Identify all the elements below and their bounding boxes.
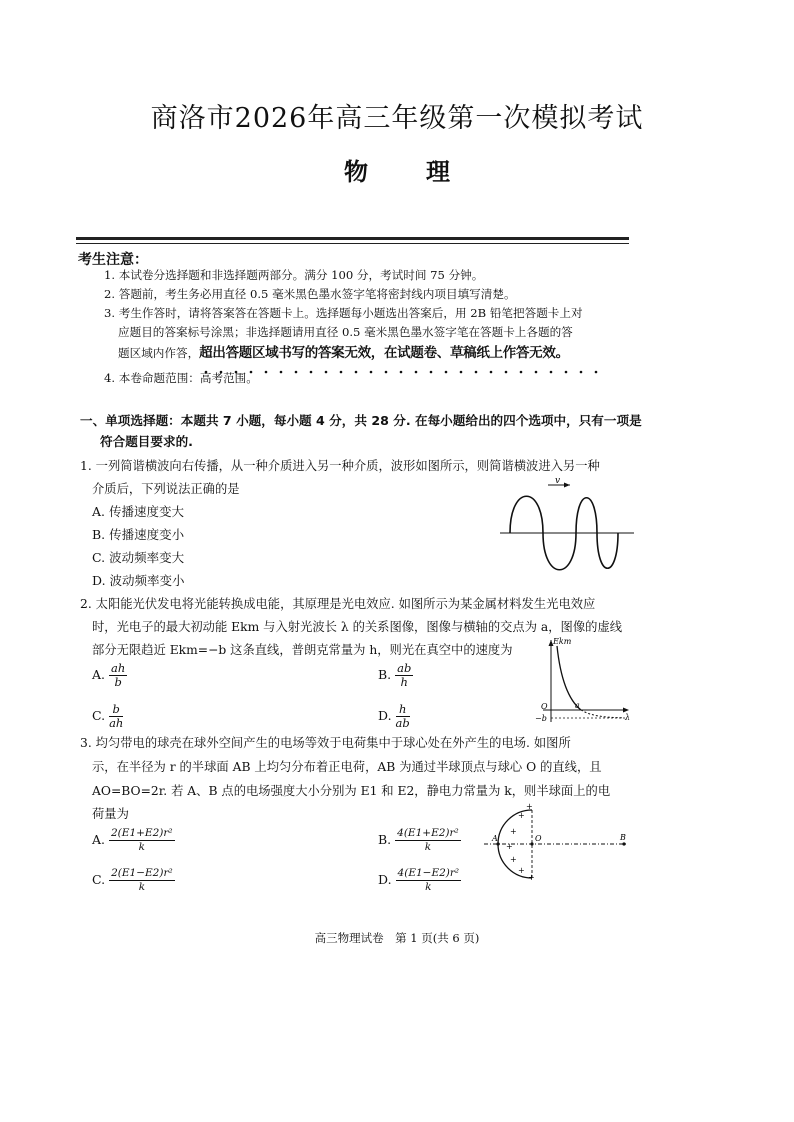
q2-option-c-num: b [109,703,123,717]
q2-stem-line-1: 2. 太阳能光伏发电将光能转换成电能，其原理是光电效应. 如图所示为某金属材料发生光电效应 [80,597,596,611]
q3-option-c-den: k [138,881,146,893]
emphasis-dot [430,371,433,374]
point-b [622,842,625,845]
emphasis-dot [505,371,508,374]
q3-hemisphere-figure [482,800,632,880]
q3-option-b-den: k [424,841,432,853]
notice-emphasis: 超出答题区域书写的答案无效，在试题卷、草稿纸上作答无效。 [199,345,569,361]
q2-stem-line-3: 部分无限趋近 Ekm=−b 这条直线，普朗克常量为 h，则光在真空中的速度为 [92,643,513,657]
q3-option-c-fraction [109,867,175,894]
emphasis-dot [580,371,583,374]
q2-option-b [378,662,413,689]
x-axis-label: λ [625,713,631,722]
q1-stem-line-2: 介质后，下列说法正确的是 [92,482,240,496]
emphasis-dot [490,371,493,374]
q2-option-d-num: h [396,703,410,717]
q1-wave-figure [500,474,634,574]
q2-option-b-letter: B. [378,667,392,682]
emphasis-dot [460,371,463,374]
label-o: O [535,834,542,843]
q3-option-b-num: 4(E1+E2)r² [397,827,459,839]
exam-title: 商洛市2026年高三年级第一次模拟考试 [150,103,644,134]
emphasis-dot [295,371,298,374]
q3-option-c [92,867,175,894]
section-heading [80,410,642,452]
label-b: B [620,833,626,842]
section-heading-line-2: 符合题目要求的. [100,434,193,449]
velocity-arrow-head [564,483,570,488]
q3-option-a-num: 2(E1+E2)r² [111,827,173,839]
q3-option-d-fraction [396,867,462,894]
q3-option-b-fraction [395,827,461,854]
q2-option-c [92,703,123,730]
q3-option-d-letter: D. [378,872,392,887]
q2-option-b-den: h [400,675,408,689]
q3-stem-line-3: AO=BO=2r. 若 A、B 点的电场强度大小分别为 E1 和 E2，静电力常量为 k，则半球面上的电 [92,784,611,798]
q2-option-d [378,703,410,730]
header-rule-thick [76,237,629,240]
q3-option-c-num: 2(E1−E2)r² [111,867,173,879]
q2-option-a-fraction [109,662,127,689]
x-axis-arrow [623,708,629,713]
notice-line-3b: 应题目的答案标号涂黑；非选择题请用直径 0.5 毫米黑色墨水签字笔在答题卡上各题的答 [118,325,573,339]
emphasis-dot [355,371,358,374]
emphasis-dot [550,371,553,374]
q2-option-b-num: ab [397,661,412,675]
a-label: a [575,701,580,710]
subject-title: 物理 [344,158,508,186]
y-axis-label: Ekm [553,637,572,646]
q3-option-d-den: k [425,881,432,893]
emphasis-dot [415,371,418,374]
emphasis-dot [520,371,523,374]
q2-stem-line-2: 时，光电子的最大初动能 Ekm 与入射光波长 λ 的关系图像，图像与横轴的交点为 a，图像的虚线 [92,620,623,634]
q2-option-c-letter: C. [92,708,106,723]
emphasis-dot-row [205,371,598,374]
charge-plus-7: + [528,873,535,880]
q3-stem-line-1: 3. 均匀带电的球壳在球外空间产生的电场等效于电荷集中于球心处在外产生的电场. 如图所 [80,736,571,750]
q1-option-d: D. 波动频率变小 [92,573,185,588]
q3-option-d-num: 4(E1−E2)r² [397,867,460,879]
q2-option-d-letter: D. [378,708,392,723]
q1-option-c: C. 波动频率变大 [92,550,185,565]
q2-option-a-den: b [114,675,122,689]
notice-line-2: 2. 答题前，考生务必用直径 0.5 毫米黑色墨水签字笔将密封线内项目填写清楚。 [104,287,516,301]
emphasis-dot [310,371,313,374]
neg-b-label: −b [535,714,547,723]
origin-label: O [541,702,548,711]
q2-ekm-graph [533,634,633,726]
q3-option-a-fraction [109,827,175,854]
emphasis-dot [340,371,343,374]
emphasis-dot [385,371,388,374]
ekm-curve-dashed [581,710,623,718]
header-rule-thin [76,243,629,244]
charge-plus-1: + [526,802,533,811]
q1-option-a: A. 传播速度变大 [92,504,184,519]
charge-plus-3: + [510,827,517,836]
label-a: A [492,834,498,843]
section-heading-line-1: 一、单项选择题：本题共 7 小题，每小题 4 分，共 28 分. 在每小题给出的四个选项中，只有一项是 [80,413,642,428]
q2-option-d-fraction [396,703,410,730]
q2-option-a-num: ah [111,661,126,675]
q3-option-b-letter: B. [378,832,392,847]
emphasis-dot [400,371,403,374]
emphasis-dot [535,371,538,374]
q3-option-a [92,827,175,854]
q3-option-d [378,867,461,894]
q2-option-d-den: ab [395,716,410,730]
q2-option-a [92,662,127,689]
notice-line-3c [118,344,569,363]
point-o [530,842,533,845]
charge-plus-2: + [518,811,525,820]
emphasis-dot [565,371,568,374]
q1-option-b: B. 传播速度变小 [92,527,185,542]
q3-option-a-den: k [138,841,145,853]
q3-stem-line-4: 荷量为 [92,807,129,821]
emphasis-dot [595,371,598,374]
q2-option-b-fraction [395,662,413,689]
notice-line-3c-text: 题区域内作答， [118,346,200,360]
emphasis-dot [445,371,448,374]
emphasis-dot [280,371,283,374]
q3-stem-line-2: 示，在半径为 r 的半球面 AB 上均匀分布着正电荷，AB 为通过半球顶点与球心 O 的直线，且 [92,760,602,774]
charge-plus-5: + [510,855,517,864]
emphasis-dot [370,371,373,374]
q1-stem-line-1: 1. 一列简谐横波向右传播，从一种介质进入另一种介质，波形如图所示，则简谐横波进入另一种 [80,459,600,473]
emphasis-dots [202,370,612,374]
q2-option-c-den: ah [109,716,124,730]
emphasis-dot [475,371,478,374]
emphasis-dot [325,371,328,374]
charge-plus-6: + [518,866,525,875]
q3-option-c-letter: C. [92,872,106,887]
charge-plus-4: + [506,842,513,851]
page-footer: 高三物理试卷 第 1 页(共 6 页) [314,931,480,945]
q3-option-b [378,827,461,854]
q2-option-a-letter: A. [92,667,106,682]
notice-line-3a: 3. 考生作答时，请将答案答在答题卡上。选择题每小题选出答案后，用 2B 铅笔把答题卡上对 [104,306,583,320]
charge-signs [506,802,535,880]
notice-line-4: 4. 本卷命题范围：高考范围。 [104,371,258,385]
q3-option-a-letter: A. [92,832,106,847]
notice-line-1: 1. 本试卷分选择题和非选择题两部分。满分 100 分，考试时间 75 分钟。 [104,268,484,282]
emphasis-dot [265,371,268,374]
notice-heading: 考生注意： [78,252,148,268]
q2-option-c-fraction [109,703,123,730]
velocity-label: v [555,476,561,486]
